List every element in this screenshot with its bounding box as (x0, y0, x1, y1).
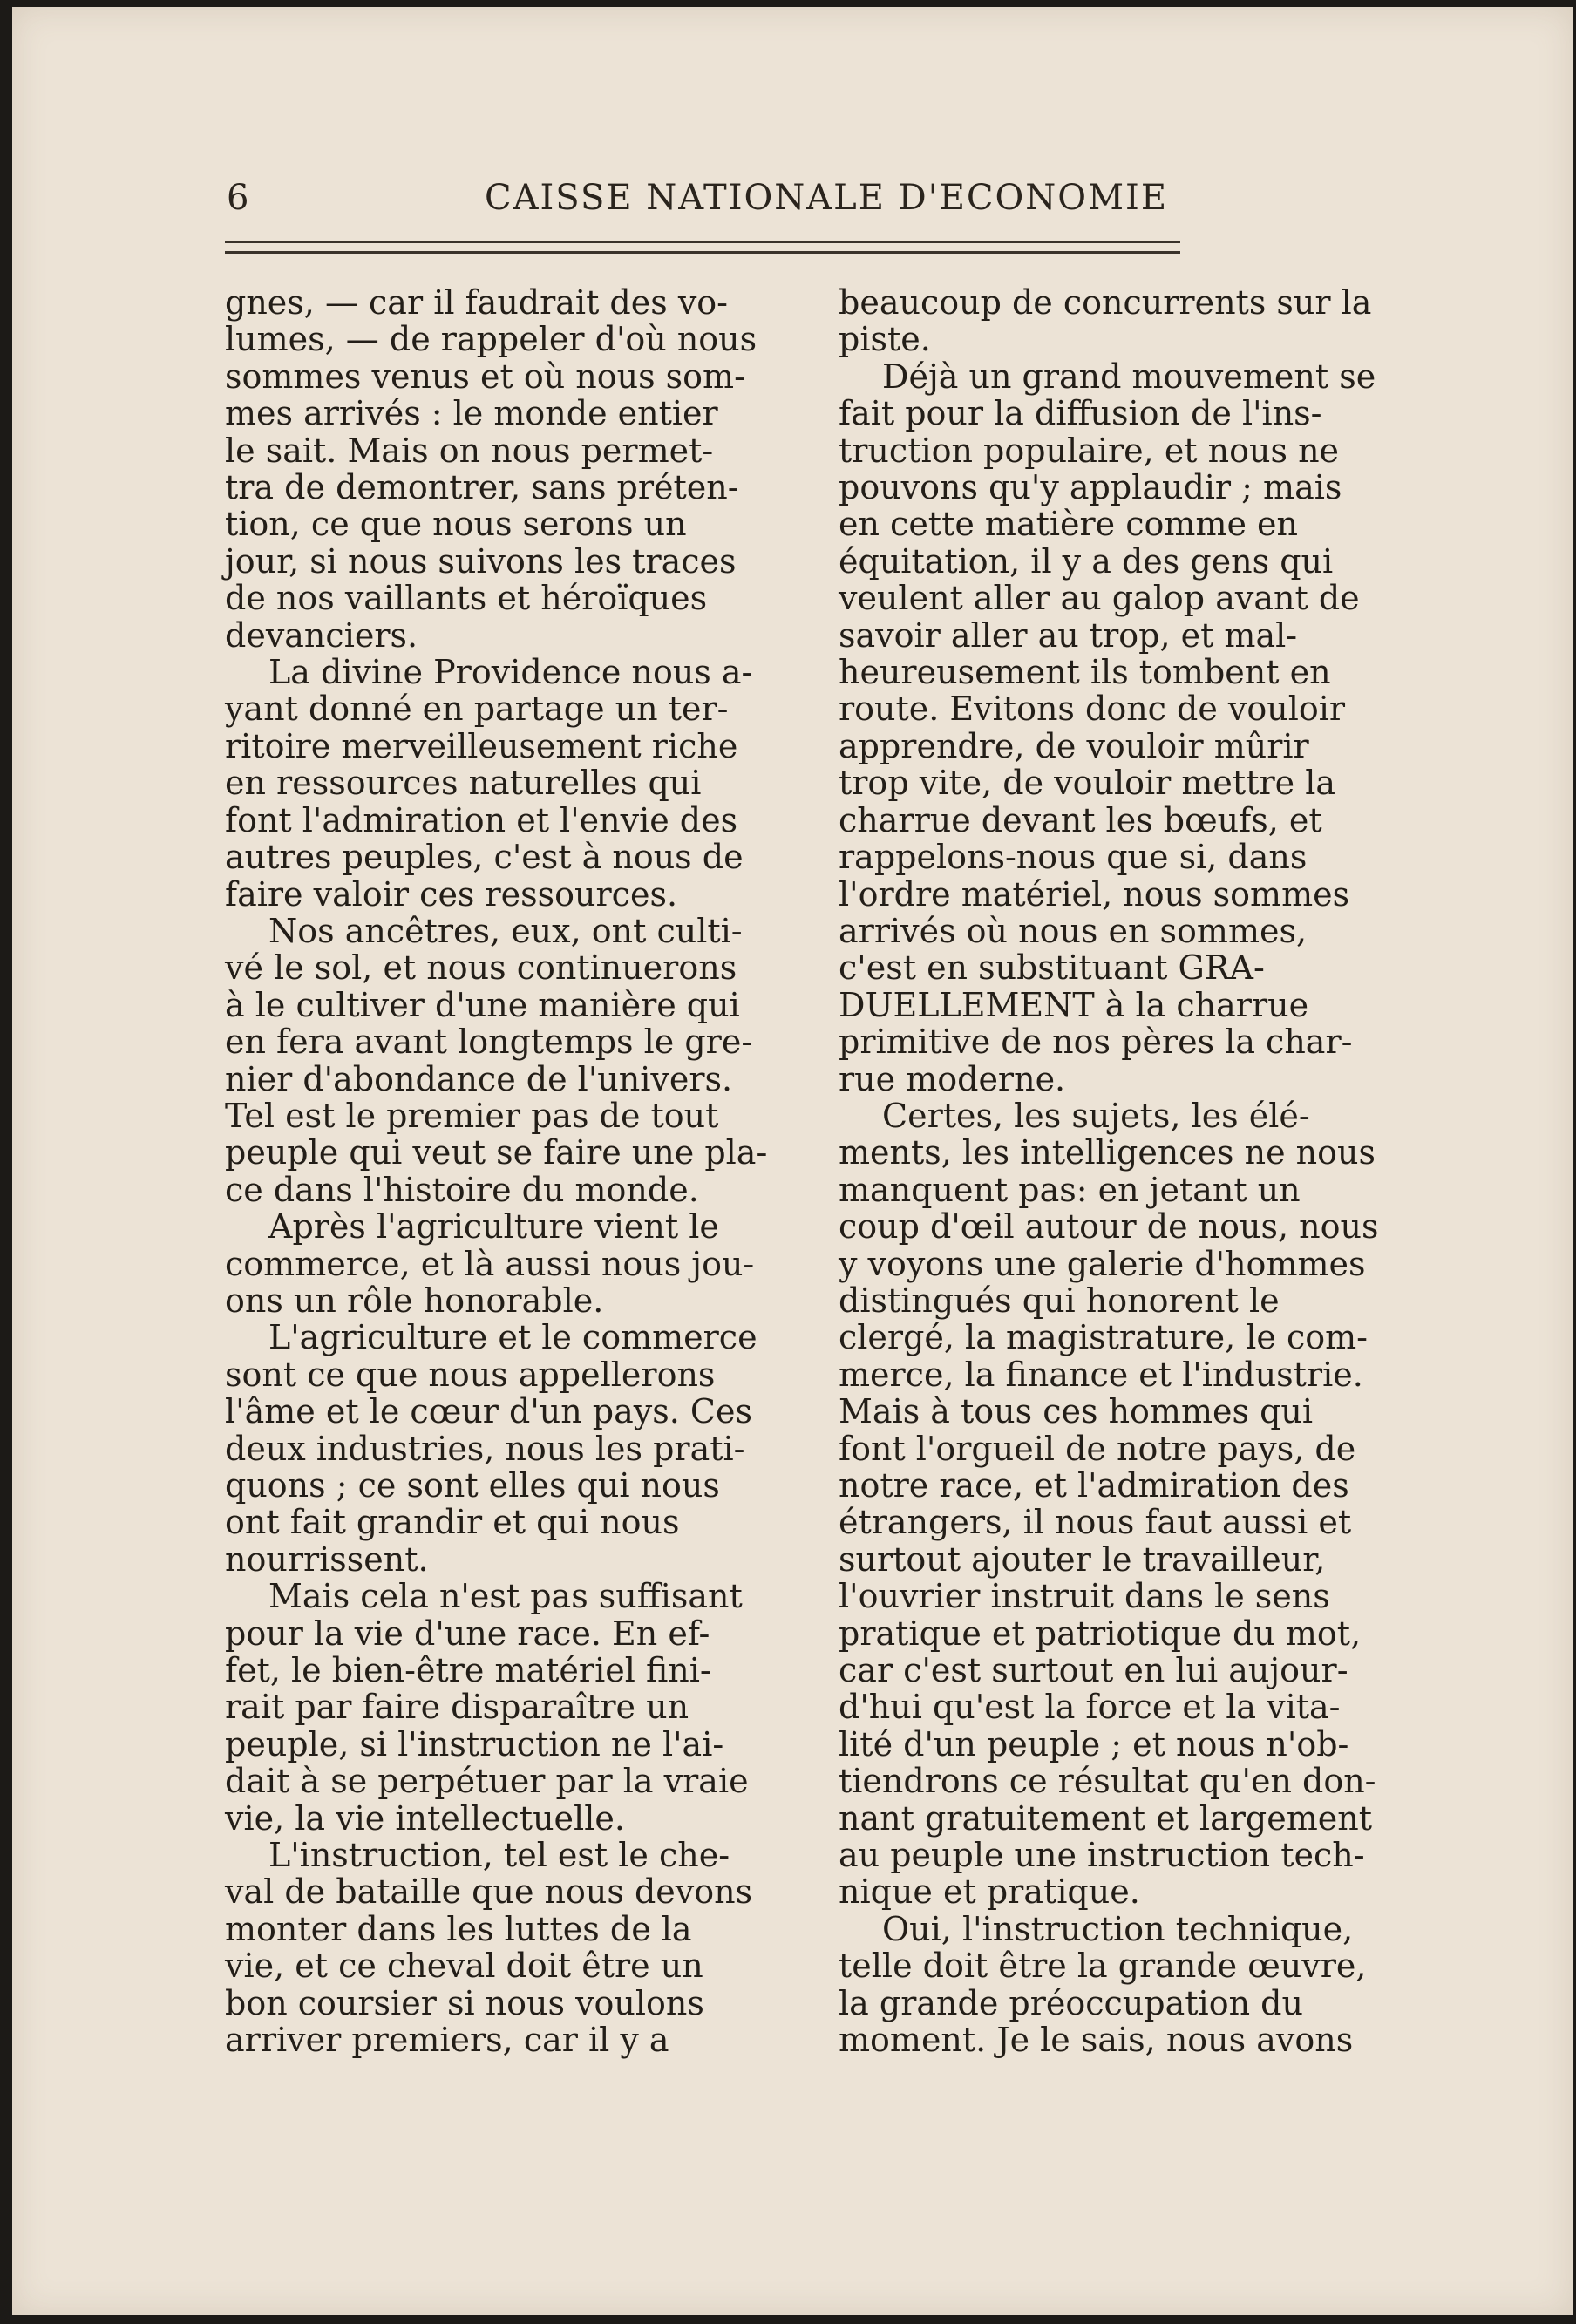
text-line: L'agriculture et le commerce (268, 1318, 757, 1357)
text-line: devanciers. (225, 615, 418, 655)
text-line: notre race, et l'admiration des (839, 1466, 1349, 1505)
text-line: arriver premiers, car il y a (225, 2021, 669, 2060)
text-line: bon coursier si nous voulons (225, 1983, 704, 2022)
text-line: vie, et ce cheval doit être un (225, 1947, 703, 1986)
text-line: nourrissent. (225, 1539, 429, 1579)
text-line: piste. (839, 320, 931, 359)
text-line: l'âme et le cœur d'un pays. Ces (225, 1392, 752, 1431)
text-line: route. Evitons donc de vouloir (839, 690, 1346, 729)
text-column-left (225, 284, 791, 2059)
text-line: vé le sol, et nous continuerons (225, 948, 737, 988)
text-line: vie, la vie intellectuelle. (225, 1798, 625, 1838)
text-line: d'hui qu'est la force et la vita- (839, 1688, 1341, 1727)
text-line: y voyons une galerie d'hommes (839, 1244, 1366, 1283)
text-line: Après l'agriculture vient le (268, 1207, 719, 1247)
text-line: Tel est le premier pas de tout (225, 1096, 719, 1135)
text-line: tiendrons ce résultat qu'en don- (839, 1762, 1376, 1801)
text-line: autres peuples, c'est à nous de (225, 838, 744, 877)
text-line: tra de demontrer, sans préten- (225, 468, 739, 507)
text-line: c'est en substituant GRA- (839, 948, 1265, 988)
text-line: heureusement ils tombent en (839, 653, 1331, 692)
text-line: savoir aller au trop, et mal- (839, 615, 1298, 655)
text-line: en ressources naturelles qui (225, 764, 702, 803)
text-line: gnes, — car il faudrait des vo- (225, 283, 729, 322)
text-line: car c'est surtout en lui aujour- (839, 1651, 1348, 1690)
text-line: faire valoir ces ressources. (225, 874, 678, 914)
text-line: arrivés où nous en sommes, (839, 911, 1308, 950)
text-line: primitive de nos pères la char- (839, 1023, 1353, 1062)
text-line: la grande préoccupation du (839, 1983, 1303, 2022)
text-line: val de bataille que nous devons (225, 1872, 753, 1912)
text-line: le sait. Mais on nous permet- (225, 431, 714, 470)
text-line: en cette matière comme en (839, 505, 1299, 544)
text-line: à le cultiver d'une manière qui (225, 985, 740, 1024)
text-line: ments, les intelligences ne nous (839, 1133, 1376, 1172)
header-rule-top (225, 241, 1180, 243)
text-line: Déjà un grand mouvement se (882, 357, 1376, 396)
text-line: l'ordre matériel, nous sommes (839, 874, 1350, 914)
header-rule-bottom (225, 251, 1180, 254)
text-line: monter dans les luttes de la (225, 1909, 692, 1948)
text-line: en fera avant longtemps le gre- (225, 1023, 753, 1062)
text-line: sommes venus et où nous som- (225, 357, 745, 396)
text-line: fet, le bien-être matériel fini- (225, 1651, 711, 1690)
text-line: Certes, les sujets, les élé- (882, 1096, 1310, 1135)
text-line: apprendre, de vouloir mûrir (839, 726, 1309, 765)
text-line: surtout ajouter le travailleur, (839, 1539, 1326, 1579)
text-line: fait pour la diffusion de l'ins- (839, 394, 1322, 433)
text-line: L'instruction, tel est le che- (268, 1836, 730, 1875)
text-line: jour, si nous suivons les traces (225, 541, 737, 581)
text-line: pour la vie d'une race. En ef- (225, 1614, 710, 1653)
text-line: ons un rôle honorable. (225, 1281, 604, 1320)
text-line: l'ouvrier instruit dans le sens (839, 1577, 1330, 1616)
text-line: commerce, et là aussi nous jou- (225, 1244, 755, 1283)
running-title: CAISSE NATIONALE D'ECONOMIE (485, 178, 1169, 218)
page-number: 6 (227, 178, 250, 218)
text-line: trop vite, de vouloir mettre la (839, 764, 1335, 803)
text-line: merce, la finance et l'industrie. (839, 1355, 1363, 1394)
text-line: rait par faire disparaître un (225, 1688, 690, 1727)
text-line: lumes, — de rappeler d'où nous (225, 320, 757, 359)
text-line: charrue devant les bœufs, et (839, 800, 1322, 839)
text-column-right (839, 284, 1414, 2059)
text-line: veulent aller au galop avant de (839, 579, 1360, 618)
text-line: font l'orgueil de notre pays, de (839, 1429, 1356, 1468)
text-line: distingués qui honorent le (839, 1281, 1280, 1320)
book-page (12, 7, 1573, 2315)
text-line: font l'admiration et l'envie des (225, 800, 738, 839)
text-line: peuple, si l'instruction ne l'ai- (225, 1724, 724, 1763)
text-line: moment. Je le sais, nous avons (839, 2021, 1354, 2060)
text-line: manquent pas: en jetant un (839, 1170, 1301, 1209)
text-line: de nos vaillants et héroïques (225, 579, 708, 618)
running-header (214, 178, 1182, 230)
text-line: pouvons qu'y applaudir ; mais (839, 468, 1342, 507)
text-line: beaucoup de concurrents sur la (839, 283, 1372, 322)
text-line: Mais à tous ces hommes qui (839, 1392, 1314, 1431)
text-line: rappelons-nous que si, dans (839, 838, 1308, 877)
text-line: truction populaire, et nous ne (839, 431, 1340, 470)
text-line: telle doit être la grande œuvre, (839, 1947, 1367, 1986)
text-line: deux industries, nous les prati- (225, 1429, 745, 1468)
text-line: tion, ce que nous serons un (225, 505, 687, 544)
text-line: étrangers, il nous faut aussi et (839, 1503, 1352, 1542)
text-line: Oui, l'instruction technique, (882, 1909, 1354, 1948)
text-line: nier d'abondance de l'univers. (225, 1059, 733, 1098)
text-line: Mais cela n'est pas suffisant (268, 1577, 743, 1616)
text-line: dait à se perpétuer par la vraie (225, 1762, 749, 1801)
text-line: DUELLEMENT à la charrue (839, 985, 1309, 1024)
text-line: coup d'œil autour de nous, nous (839, 1207, 1379, 1247)
text-line: au peuple une instruction tech- (839, 1836, 1365, 1875)
text-line: ont fait grandir et qui nous (225, 1503, 680, 1542)
text-line: quons ; ce sont elles qui nous (225, 1466, 720, 1505)
text-line: yant donné en partage un ter- (225, 690, 729, 729)
text-line: pratique et patriotique du mot, (839, 1614, 1362, 1653)
text-line: ritoire merveilleusement riche (225, 726, 738, 765)
text-line: peuple qui veut se faire une pla- (225, 1133, 768, 1172)
text-line: équitation, il y a des gens qui (839, 541, 1334, 581)
text-line: clergé, la magistrature, le com- (839, 1318, 1369, 1357)
text-line: ce dans l'histoire du monde. (225, 1170, 699, 1209)
text-line: nique et pratique. (839, 1872, 1140, 1912)
text-line: rue moderne. (839, 1059, 1066, 1098)
text-line: lité d'un peuple ; et nous n'ob- (839, 1724, 1349, 1763)
text-line: nant gratuitement et largement (839, 1798, 1372, 1838)
text-line: sont ce que nous appellerons (225, 1355, 716, 1394)
text-line: La divine Providence nous a- (268, 653, 753, 692)
text-line: mes arrivés : le monde entier (225, 394, 718, 433)
text-line: Nos ancêtres, eux, ont culti- (268, 911, 743, 950)
